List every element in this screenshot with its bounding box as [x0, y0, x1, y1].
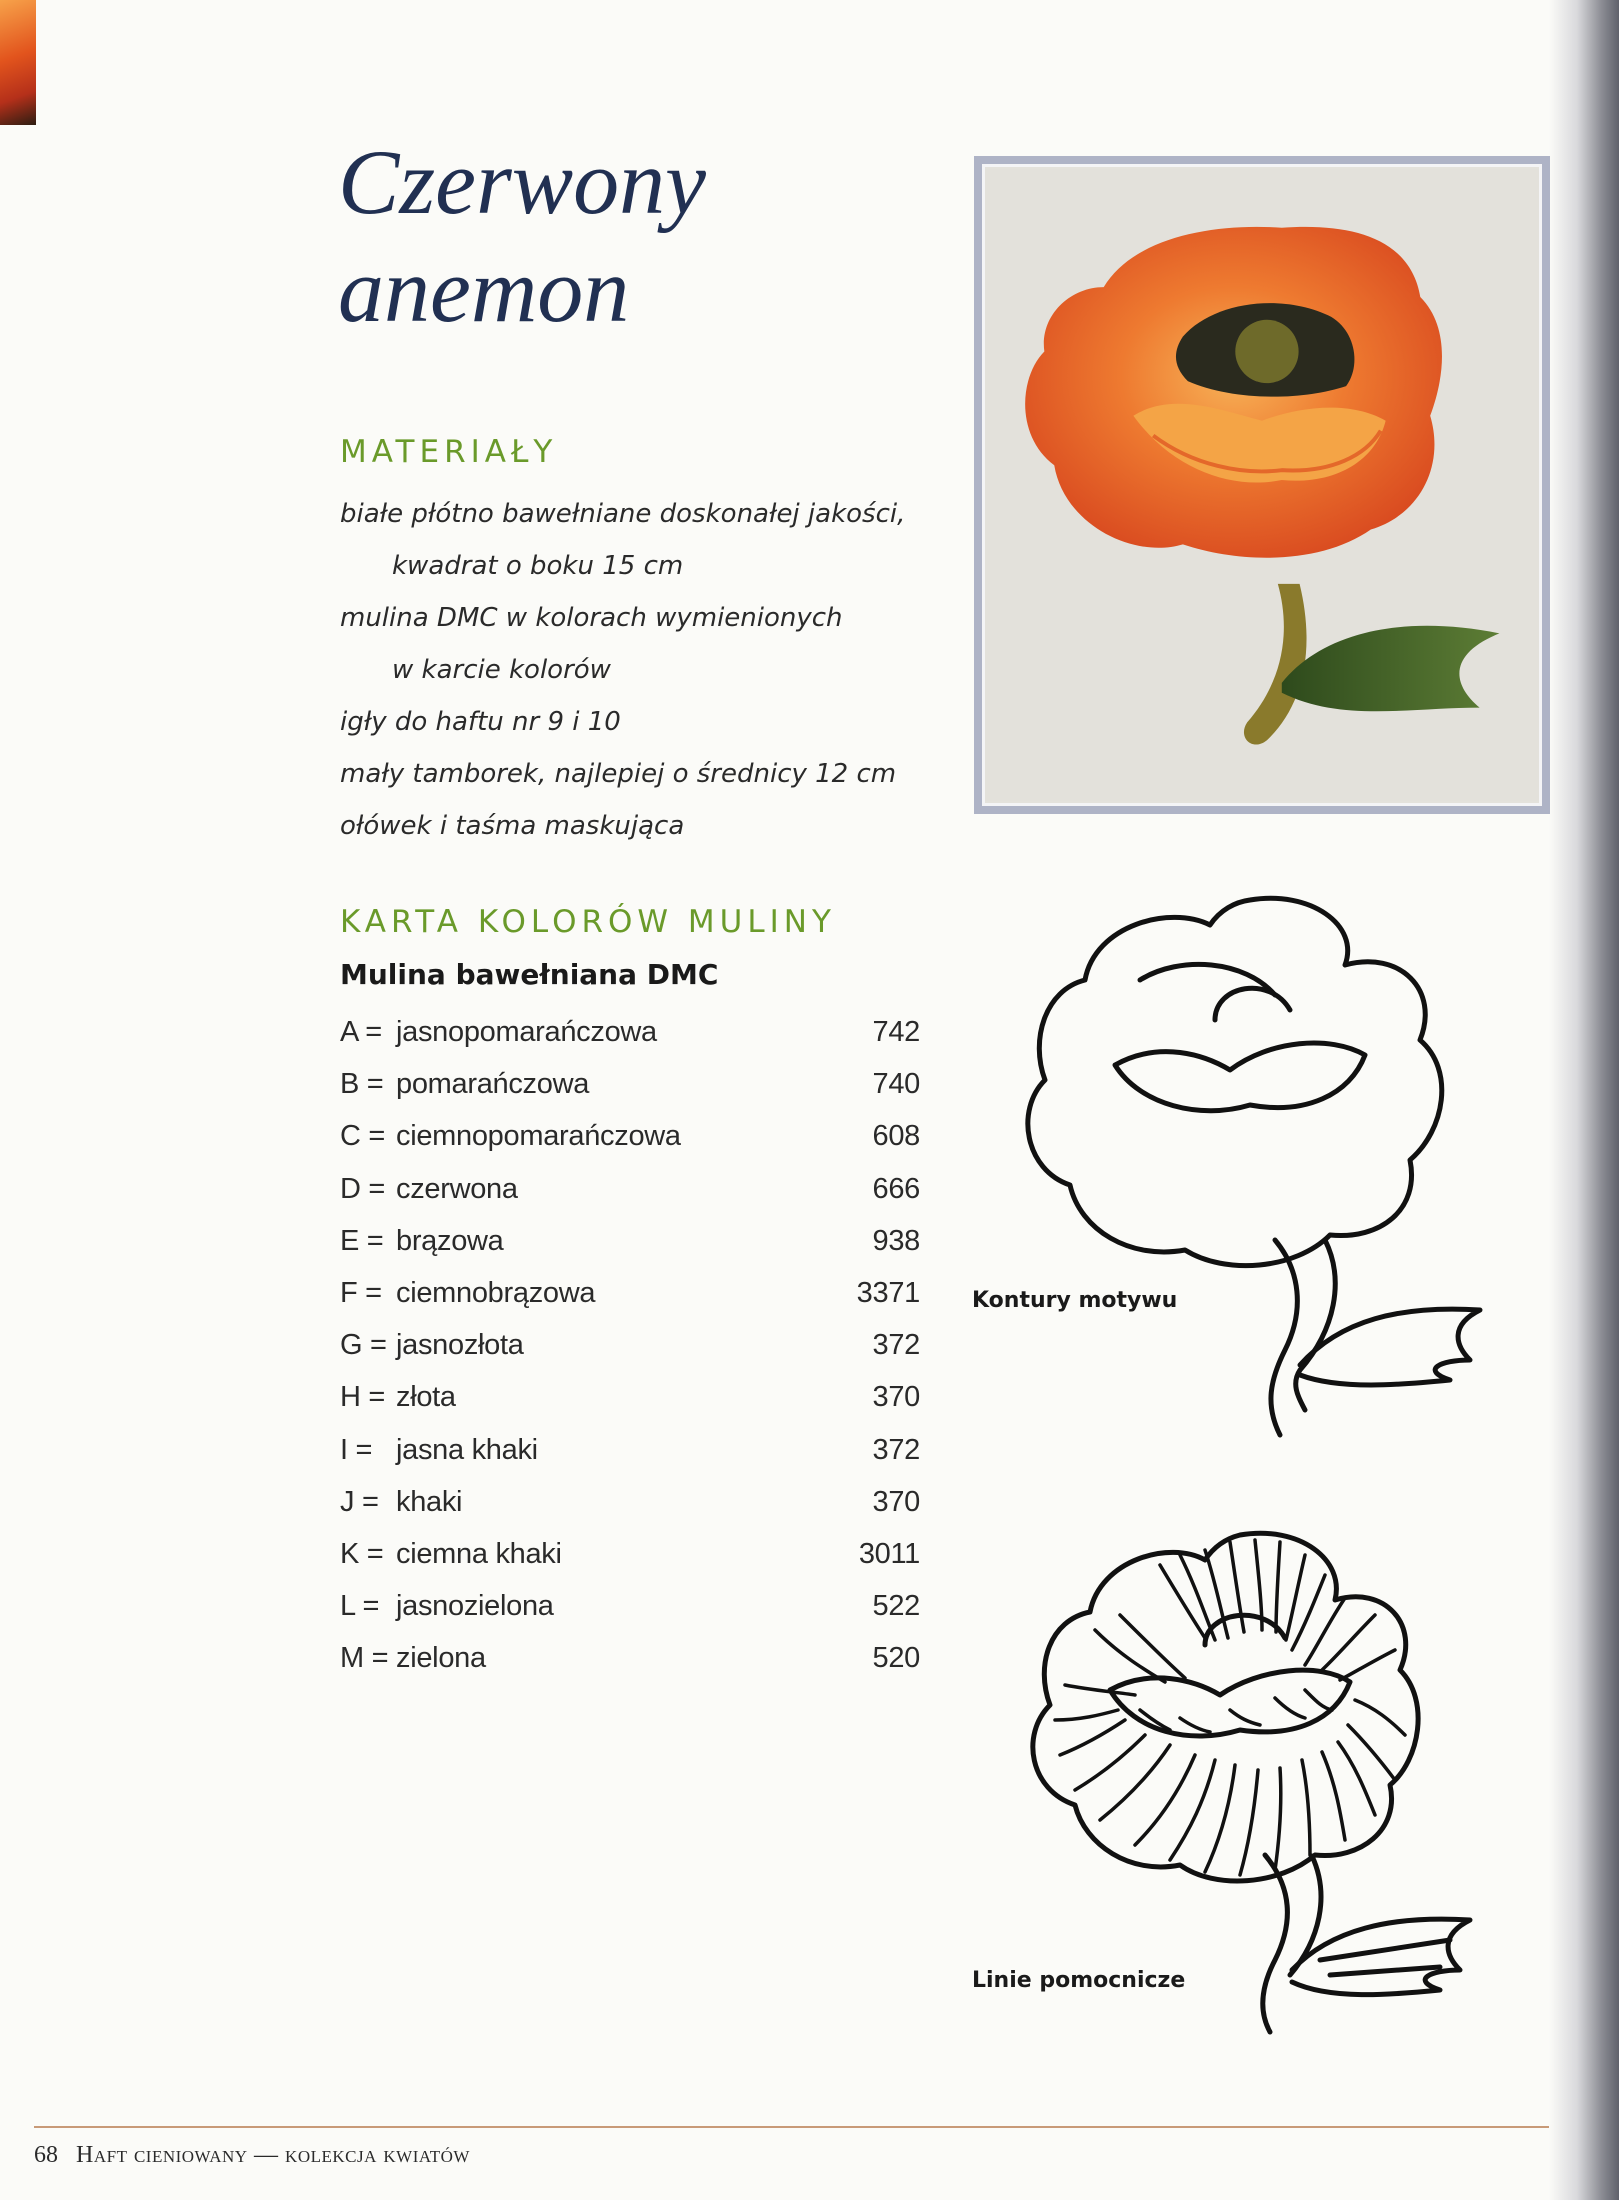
- color-name: khaki: [396, 1485, 463, 1518]
- page-title: [338, 128, 938, 344]
- outline-caption: Kontury motywu: [972, 1288, 1178, 1313]
- color-number: 666: [872, 1172, 920, 1205]
- materials-item: [340, 592, 940, 696]
- color-code: L =: [340, 1590, 380, 1623]
- color-row: [340, 1267, 920, 1319]
- color-chart-heading: KARTA KOLORÓW MULINY: [340, 904, 836, 940]
- color-number: 742: [872, 1016, 920, 1048]
- color-row: [340, 1215, 920, 1267]
- color-code: G =: [340, 1329, 387, 1362]
- color-number: 520: [872, 1642, 920, 1675]
- color-name: brązowa: [396, 1224, 504, 1257]
- color-name: czerwona: [396, 1172, 518, 1205]
- color-row: [340, 1580, 920, 1632]
- page-title-line-2: anemon: [338, 239, 630, 341]
- color-code: M =: [340, 1642, 389, 1675]
- embroidered-anemone-illustration: [985, 167, 1539, 803]
- embroidery-photo: [982, 164, 1542, 806]
- materials-item: [340, 696, 940, 748]
- color-code: B =: [340, 1068, 384, 1101]
- color-number: 3011: [858, 1537, 920, 1570]
- color-name: złota: [396, 1381, 456, 1414]
- color-chart-subtitle: Mulina bawełniana DMC: [340, 958, 719, 991]
- color-name: ciemnobrązowa: [396, 1276, 596, 1309]
- materials-heading: MATERIAŁY: [340, 434, 558, 470]
- color-code: E =: [340, 1224, 384, 1257]
- materials-item-line: mulina DMC w kolorach wymienionych: [340, 603, 843, 633]
- footer-rule: [34, 2126, 1549, 2128]
- materials-list: [340, 488, 940, 852]
- color-chart-table: [340, 1006, 920, 1684]
- color-name: ciemna khaki: [396, 1537, 562, 1570]
- color-row: [340, 1371, 920, 1423]
- materials-item: [340, 488, 940, 592]
- page-footer: [34, 2142, 470, 2169]
- materials-item-line: białe płótno bawełniane doskonałej jakości,: [340, 499, 906, 529]
- color-name: pomarańczowa: [396, 1068, 590, 1101]
- color-code: H =: [340, 1381, 386, 1414]
- materials-item-line: igły do haftu nr 9 i 10: [340, 707, 621, 737]
- color-number: 372: [872, 1329, 920, 1362]
- color-code: K =: [340, 1537, 384, 1570]
- color-row: [340, 1319, 920, 1371]
- color-row: [340, 1632, 920, 1684]
- color-number: 370: [872, 1381, 920, 1414]
- color-row: [340, 1424, 920, 1476]
- corner-thumbnail-image: [0, 0, 36, 125]
- color-row: [340, 1163, 920, 1215]
- color-row: [340, 1476, 920, 1528]
- color-name: jasnozłota: [396, 1329, 524, 1362]
- color-name: jasnopomarańczowa: [396, 1016, 657, 1048]
- embroidery-photo-frame: [974, 156, 1550, 814]
- color-name: jasnozielona: [396, 1590, 554, 1623]
- color-code: A =: [340, 1016, 382, 1048]
- color-name: zielona: [396, 1642, 486, 1675]
- color-code: F =: [340, 1276, 382, 1309]
- page-gutter-shadow: [1549, 0, 1619, 2200]
- motif-outline-diagram: [1000, 880, 1500, 1450]
- materials-item-continuation: kwadrat o boku 15 cm: [392, 551, 684, 581]
- color-name: jasna khaki: [396, 1433, 538, 1466]
- color-number: 938: [872, 1224, 920, 1257]
- page-title-line-1: Czerwony: [338, 131, 706, 233]
- guides-caption: Linie pomocnicze: [972, 1968, 1186, 1993]
- materials-item: [340, 748, 940, 800]
- color-number: 522: [872, 1590, 920, 1623]
- color-code: C =: [340, 1120, 386, 1153]
- materials-item-line: mały tamborek, najlepiej o średnicy 12 cm: [340, 759, 897, 789]
- color-number: 370: [872, 1485, 920, 1518]
- color-number: 3371: [856, 1276, 920, 1309]
- page-number: 68: [34, 2142, 58, 2168]
- color-code: J =: [340, 1485, 379, 1518]
- color-code: D =: [340, 1172, 386, 1205]
- color-number: 608: [872, 1120, 920, 1153]
- color-row: [340, 1528, 920, 1580]
- color-row: [340, 1110, 920, 1162]
- color-row: [340, 1006, 920, 1058]
- color-row: [340, 1058, 920, 1110]
- materials-item-line: ołówek i taśma maskująca: [340, 811, 685, 841]
- color-number: 372: [872, 1433, 920, 1466]
- color-name: ciemnopomarańczowa: [396, 1120, 681, 1153]
- running-footer-title: Haft cieniowany — kolekcja kwiatów: [76, 2142, 470, 2168]
- materials-item: [340, 800, 940, 852]
- guide-lines-diagram: [1000, 1520, 1500, 2040]
- color-code: I =: [340, 1433, 373, 1466]
- color-number: 740: [872, 1068, 920, 1101]
- materials-item-continuation: w karcie kolorów: [392, 655, 611, 685]
